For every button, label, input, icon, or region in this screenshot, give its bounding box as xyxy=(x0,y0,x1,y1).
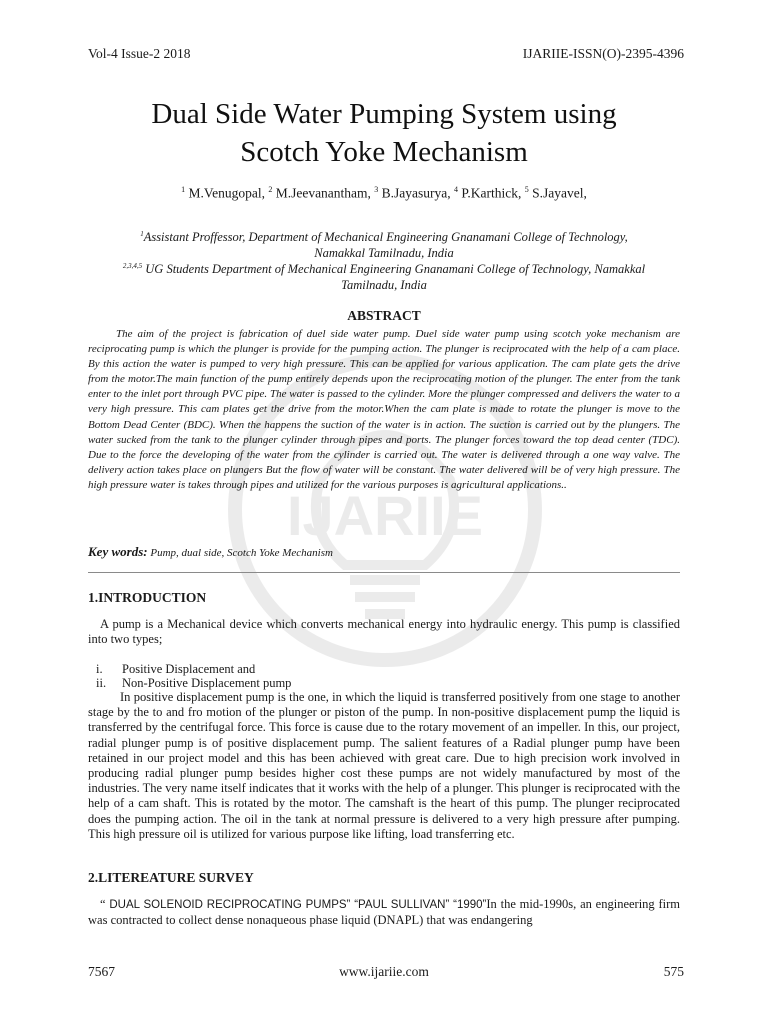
affiliation-1-line-2: Namakkal Tamilnadu, India xyxy=(314,246,454,261)
title-line-1: Dual Side Water Pumping System using xyxy=(151,98,617,130)
affiliation-2-line-2: Tamilnadu, India xyxy=(341,278,427,293)
introduction-paragraph-2: In positive displacement pump is the one, in which the liquid is transferred positively from one stage to another stage by the to and fro motion of the plunger or piston of the pump. In non-positive displacement pump the liquid is transferred by the centrifugal force. This force is cause due to the rotary movement of an impeller. In this, our project, radial plunger pump is of positive displacement pump. The salient features of a Radial plunger pump have been retained in our project model and this has been achieved with great care. Due to high precision work involved in producing radial plunger pump besides higher cost these pumps are not widely manufactured by most of the industries. The very name itself indicates that it works with the help of a plunger. This plunger is reciprocated with the help of a cam shaft. This is rotated by the motor. The camshaft is the heart of this pump. The plunger reciprocated does the pumping action. The oil in the tank at normal pressure is delivered to a very high pressure after pumping. This high pressure oil is utilized for various purpose like lifting, load transferring etc. xyxy=(88,690,680,841)
abstract-heading: ABSTRACT xyxy=(347,308,421,323)
section-divider xyxy=(88,572,680,573)
header-volume-issue: Vol-4 Issue-2 2018 xyxy=(88,46,191,61)
list-item xyxy=(96,676,291,690)
footer-page-number: 575 xyxy=(663,964,684,979)
author-sup: 3 xyxy=(374,185,379,194)
list-item-text: Non-Positive Displacement pump xyxy=(122,676,292,690)
footer-website[interactable]: www.ijariie.com xyxy=(339,964,429,979)
affiliation-1 xyxy=(84,226,684,261)
paper-title xyxy=(40,95,728,171)
author-name: M.Venugopal, xyxy=(188,185,265,201)
literature-open-quote: “ xyxy=(100,897,110,911)
pump-types-list xyxy=(96,662,291,690)
author-list xyxy=(40,185,728,202)
keywords-text: Pump, dual side, Scotch Yoke Mechanism xyxy=(147,547,333,559)
introduction-heading: 1.INTRODUCTION xyxy=(88,590,207,605)
literature-reference: DUAL SOLENOID RECIPROCATING PUMPS” “PAUL SULLIVAN” “1990” xyxy=(109,899,487,911)
header-issn: IJARIIE-ISSN(O)-2395-4396 xyxy=(522,46,684,61)
literature-text: In the mid-1990s, an engineering firm was contracted to collect dense nonaqueous phase liquid (DNAPL) that was endangering xyxy=(88,897,680,928)
author-sup: 1 xyxy=(181,185,186,194)
affiliation-2 xyxy=(84,258,684,293)
author-name: B.Jayasurya, xyxy=(381,185,451,201)
author-sup: 2 xyxy=(268,185,273,194)
literature-paragraph xyxy=(88,897,680,928)
affiliation-1-sup: 1 xyxy=(140,230,144,238)
literature-heading: 2.LITEREATURE SURVEY xyxy=(88,870,254,885)
author-name: S.Jayavel, xyxy=(532,185,587,201)
keywords xyxy=(88,544,333,560)
watermark-text: IJARIIE xyxy=(286,484,484,547)
list-item-number: ii. xyxy=(96,676,107,690)
introduction-paragraph-1: A pump is a Mechanical device which converts mechanical energy into hydraulic energy. This pump is classified into two types; xyxy=(88,617,680,647)
list-item-text: Positive Displacement and xyxy=(122,662,256,676)
footer-paper-id: 7567 xyxy=(88,964,115,979)
title-line-2: Scotch Yoke Mechanism xyxy=(240,136,528,168)
affiliation-2-line-1: UG Students Department of Mechanical Engineering Gnanamani College of Technology, Namakkal xyxy=(142,262,646,277)
author-sup: 5 xyxy=(524,185,529,194)
affiliation-2-sup: 2,3,4,5 xyxy=(122,262,143,270)
keywords-label: Key words: xyxy=(88,544,148,559)
list-item xyxy=(96,662,291,676)
author-sup: 4 xyxy=(454,185,459,194)
abstract-body: The aim of the project is fabrication of duel side water pump. Duel side water pump using scotch yoke mechanism are reciprocating pump is which the plunger is provide for the pumping action. The plunger is reciprocated with the help of a cam place. By this action the water is pumped to very high pressure. This can be applied for various application. The cam plate gets the drive from the motor.The main function of the pump entirely depends upon the reciprocating motion of the plunger. The enter from the tank enter to the inlet port through PVC pipe. The water is passed to the cylinder. More the plunger compressed and delivers the water to a very high pressure. This cam plates get the drive from the motor.When the cam plate is made to rotate the plunger is move to the Bottom Dead Center (BDC). When the happens the suction of the water is in action. The suction is carried out by the plungers. The water sucked from the tank to the plunger cylinder through pipes and ports. The plunger forces toward the top dead center (TDC). Due to the force the developing of the water from the cylinder is carried out. The water is delivered through a one way valve. The delivery action takes place on plungers But the flow of water will be constant. The water delivered will be of very high pressure. The high pressure water is takes through pipes and utilized for the various purposes is agricultural applications.. xyxy=(88,328,680,491)
author-name: P.Karthick, xyxy=(461,185,522,201)
author-name: M.Jeevanantham, xyxy=(275,185,371,201)
list-item-number: i. xyxy=(96,662,103,676)
affiliation-1-line-1: Assistant Proffessor, Department of Mechanical Engineering Gnanamani College of Technology, xyxy=(143,230,628,245)
